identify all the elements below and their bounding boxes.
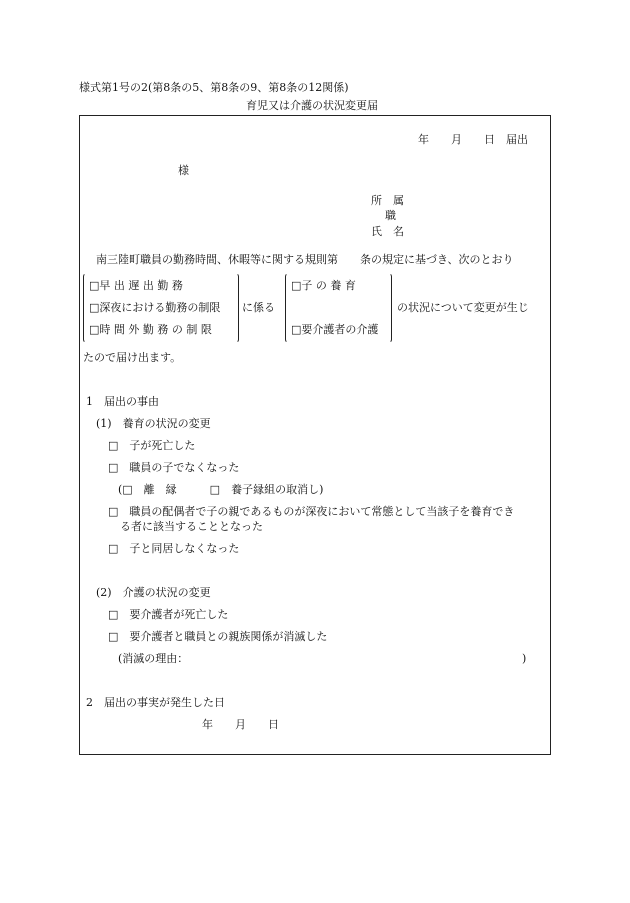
affiliation-label: 所 属: [371, 194, 404, 207]
submission-date: 年 月 日 届出: [418, 133, 528, 146]
left-bracket-close: [232, 273, 239, 343]
position-label: 職: [385, 209, 396, 222]
connector-text: に係る: [242, 301, 275, 314]
form-number: 様式第1号の2(第8条の5、第8条の9、第8条の12関係): [79, 81, 349, 94]
reason-close: ): [522, 652, 527, 665]
intro-line: 南三陸町職員の勤務時間、休暇等に関する規則第 条の規定に基づき、次のとおり: [96, 253, 514, 266]
name-label: 氏 名: [371, 225, 404, 238]
section1-sub1-heading: (1) 養育の状況の変更: [96, 417, 211, 430]
checkbox-item-continued: る者に該当することとなった: [120, 520, 263, 533]
checkbox-item[interactable]: □ 子と同居しなくなった: [108, 542, 240, 555]
section2-heading: 2 届出の事実が発生した日: [86, 696, 225, 709]
checkbox-item[interactable]: □ 職員の配偶者で子の親であるものが深夜において常態として当該子を養育でき: [108, 505, 515, 518]
checkbox-item[interactable]: □ 子が死亡した: [108, 439, 196, 452]
section1-sub2-heading: (2) 介護の状況の変更: [96, 586, 211, 599]
intro-tail: の状況について変更が生じ: [397, 301, 529, 314]
left-option: □早 出 遅 出 勤 務: [89, 279, 183, 292]
checkbox-item[interactable]: □ 要介護者と職員との親族関係が消滅した: [108, 630, 328, 643]
right-bracket-close: [385, 273, 392, 343]
checkbox-item[interactable]: □ 職員の子でなくなった: [108, 461, 240, 474]
addressee-suffix: 様: [178, 164, 189, 177]
intro-end: たので届け出ます。: [83, 351, 182, 364]
right-option: □子 の 養 育: [291, 279, 356, 292]
left-option: □時 間 外 勤 務 の 制 限: [89, 323, 212, 336]
form-title: 育児又は介護の状況変更届: [246, 99, 378, 112]
checkbox-item[interactable]: □ 要介護者が死亡した: [108, 608, 229, 621]
checkbox-item-sub[interactable]: (□ 離 縁 □ 養子縁組の取消し): [118, 483, 324, 496]
occurrence-date: 年 月 日: [202, 718, 279, 731]
left-option: □深夜における勤務の制限: [89, 301, 221, 314]
section1-heading: 1 届出の事由: [86, 395, 159, 408]
reason-label: (消滅の理由：: [118, 652, 189, 665]
right-option: □要介護者の介護: [291, 323, 379, 336]
